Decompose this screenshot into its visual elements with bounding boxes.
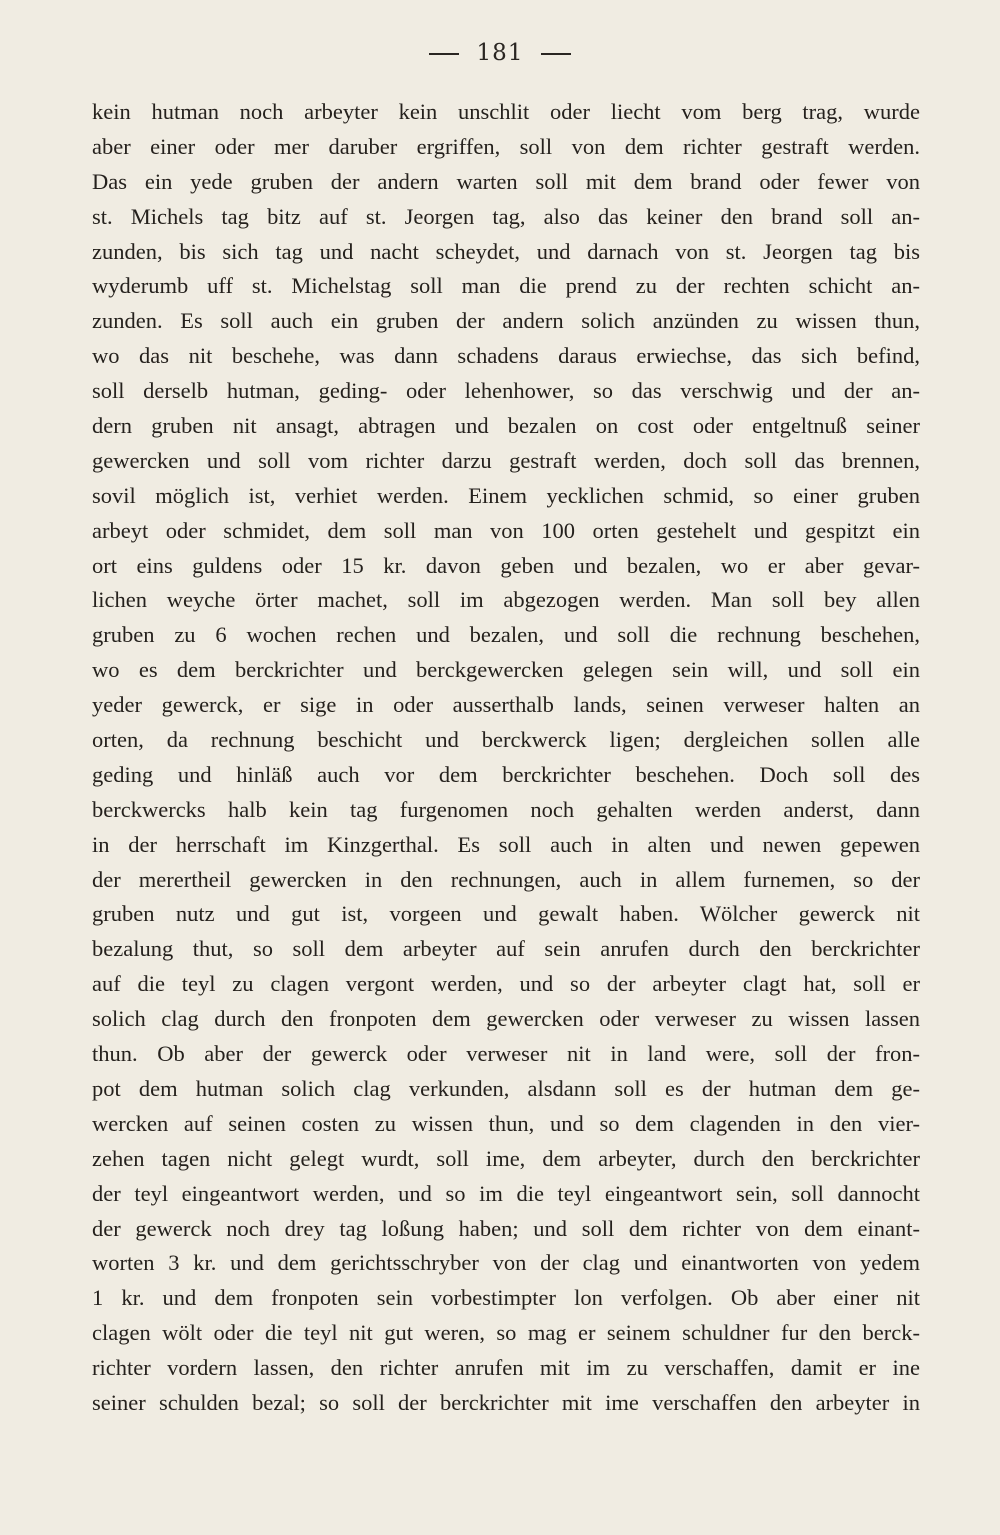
text-line: gruben zu 6 wochen rechen und bezalen, und soll die rechnung beschehen, <box>92 622 920 648</box>
text-line: dern gruben nit ansagt, abtragen und bezalen on cost oder entgeltnuß seiner <box>92 413 920 439</box>
text-line: wo das nit beschehe, was dann schadens daraus erwiechse, das sich befind, <box>92 343 920 369</box>
dash-right <box>541 53 571 55</box>
text-line: in der herrschaft im Kinzgerthal. Es soll auch in alten und newen gepewen <box>92 831 920 857</box>
text-line: ort eins guldens oder 15 kr. davon geben und bezalen, wo er aber gevar- <box>92 552 920 578</box>
text-line: der merertheil gewercken in den rechnungen, auch in allem furnemen, so der <box>92 866 920 892</box>
text-line: pot dem hutman solich clag verkunden, alsdann soll es der hutman dem ge- <box>92 1075 920 1101</box>
text-line: 1 kr. und dem fronpoten sein vorbestimpter lon verfolgen. Ob aber einer nit <box>92 1285 920 1311</box>
text-line: wercken auf seinen costen zu wissen thun, und so dem clagenden in den vier- <box>92 1110 920 1136</box>
text-line: geding und hinläß auch vor dem berckrichter beschehen. Doch soll des <box>92 761 920 787</box>
dash-left <box>429 53 459 55</box>
text-line: gewercken und soll vom richter darzu gestraft werden, doch soll das brennen, <box>92 447 920 473</box>
text-line: st. Michels tag bitz auf st. Jeorgen tag, also das keiner den brand soll an- <box>92 203 920 229</box>
text-line: richter vordern lassen, den richter anrufen mit im zu verschaffen, damit er ine <box>92 1355 920 1381</box>
text-line: Das ein yede gruben der andern warten soll mit dem brand oder fewer von <box>92 168 920 194</box>
text-line: wo es dem berckrichter und berckgewercken gelegen sein will, und soll ein <box>92 657 920 683</box>
text-line: solich clag durch den fronpoten dem gewercken oder verweser zu wissen lassen <box>92 1006 920 1032</box>
text-line: auf die teyl zu clagen vergont werden, und so der arbeyter clagt hat, soll er <box>92 971 920 997</box>
page-number-value: 181 <box>476 40 524 66</box>
text-line: kein hutman noch arbeyter kein unschlit oder liecht vom berg trag, wurde <box>92 99 920 124</box>
text-line: bezalung thut, so soll dem arbeyter auf sein anrufen durch den berckrichter <box>92 936 920 962</box>
text-line: seiner schulden bezal; so soll der berckrichter mit ime verschaffen den arbeyter in <box>92 1389 920 1415</box>
body-text <box>92 95 920 1421</box>
text-line: soll derselb hutman, geding- oder lehenhower, so das verschwig und der an- <box>92 378 920 404</box>
text-line: zunden. Es soll auch ein gruben der andern solich anzünden zu wissen thun, <box>92 308 920 334</box>
text-line: orten, da rechnung beschicht und berckwerck ligen; dergleichen sollen alle <box>92 727 920 753</box>
text-line: thun. Ob aber der gewerck oder verweser nit in land were, soll der fron- <box>92 1041 920 1067</box>
text-line: zehen tagen nicht gelegt wurdt, soll ime, dem arbeyter, durch den berckrichter <box>92 1145 920 1171</box>
text-line: worten 3 kr. und dem gerichtsschryber von der clag und einantworten von yedem <box>92 1250 920 1276</box>
text-line: sovil möglich ist, verhiet werden. Einem yecklichen schmid, so einer gruben <box>92 482 920 508</box>
text-line: der gewerck noch drey tag loßung haben; und soll dem richter von dem einant- <box>92 1215 920 1241</box>
text-line: zunden, bis sich tag und nacht scheydet, und darnach von st. Jeorgen tag bis <box>92 238 920 264</box>
text-line: der teyl eingeantwort werden, und so im die teyl eingeantwort sein, soll dannocht <box>92 1180 920 1206</box>
page-number <box>0 40 1000 66</box>
text-line: berckwercks halb kein tag furgenomen noch gehalten werden anderst, dann <box>92 796 920 822</box>
text-line: wyderumb uff st. Michelstag soll man die prend zu der rechten schicht an- <box>92 273 920 299</box>
text-line: yeder gewerck, er sige in oder ausserthalb lands, seinen verweser halten an <box>92 692 920 718</box>
text-line: aber einer oder mer daruber ergriffen, soll von dem richter gestraft werden. <box>92 133 920 159</box>
text-line: clagen wölt oder die teyl nit gut weren, so mag er seinem schuldner fur den berck- <box>92 1320 920 1346</box>
text-line: gruben nutz und gut ist, vorgeen und gewalt haben. Wölcher gewerck nit <box>92 901 920 927</box>
text-line: arbeyt oder schmidet, dem soll man von 100 orten gestehelt und gespitzt ein <box>92 517 920 543</box>
text-line: lichen weyche örter machet, soll im abgezogen werden. Man soll bey allen <box>92 587 920 613</box>
